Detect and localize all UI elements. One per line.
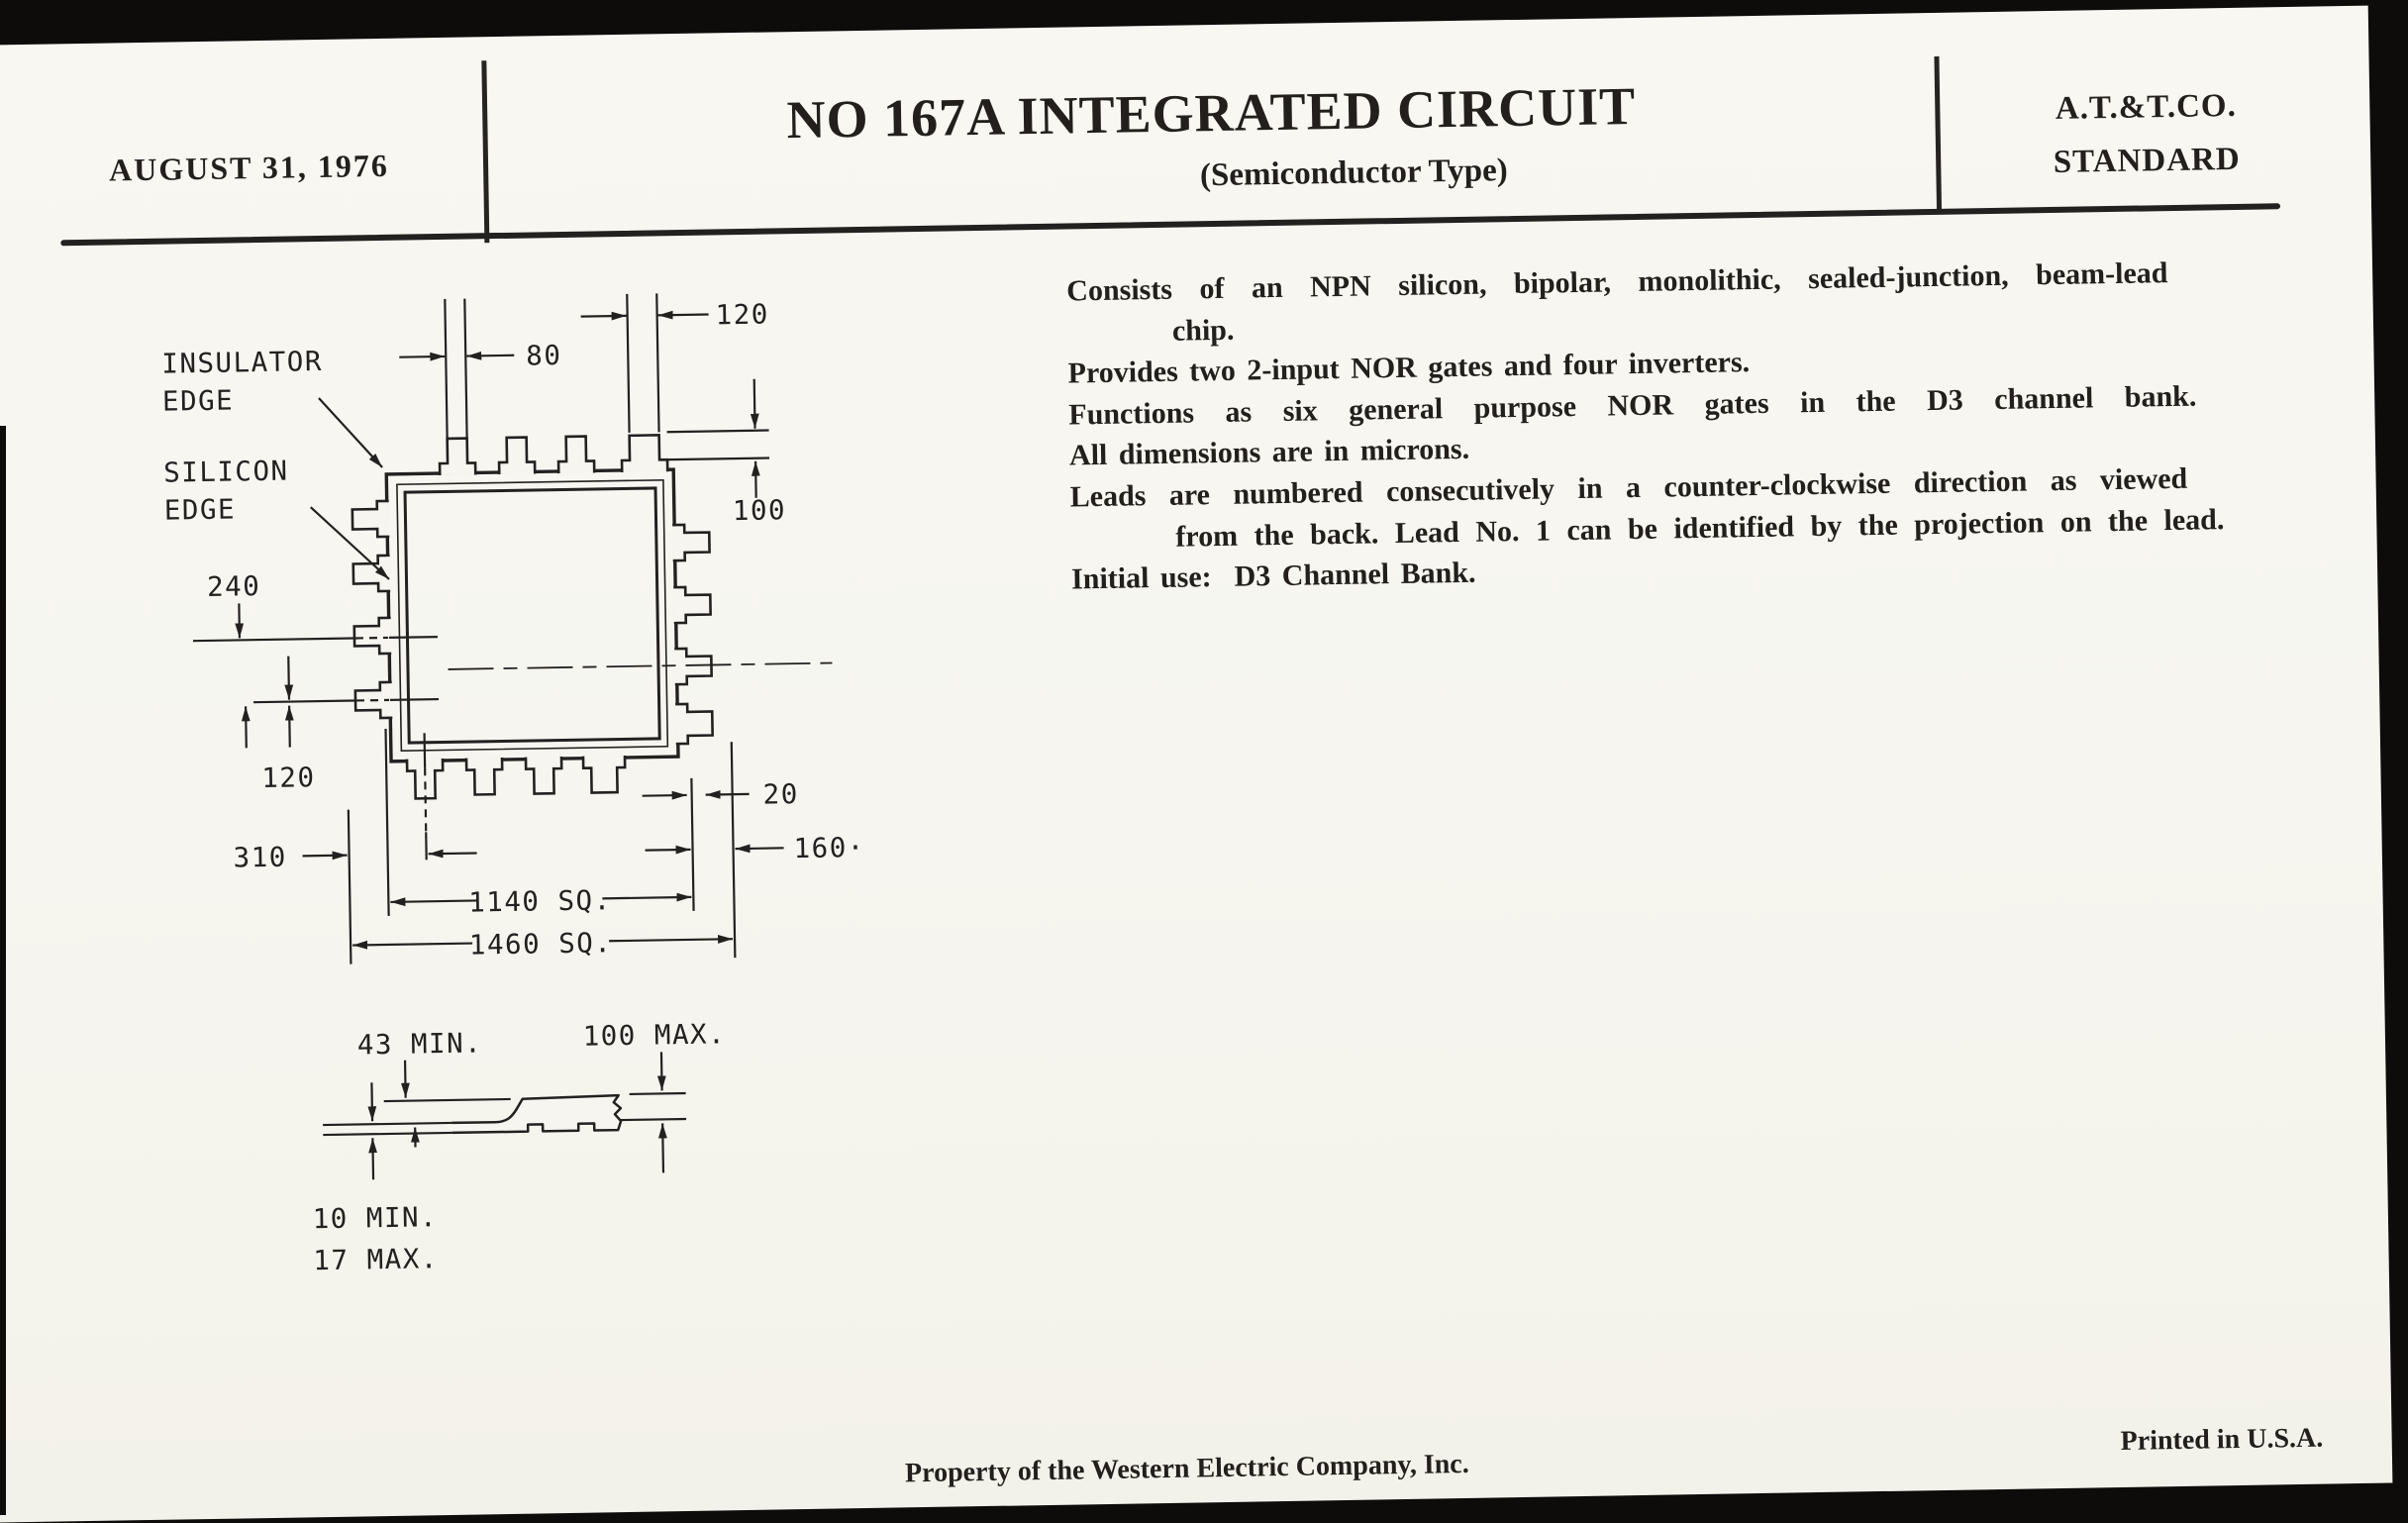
header-divider-left: [481, 60, 489, 243]
chip-lead: [526, 757, 562, 794]
page-subtitle: (Semiconductor Type): [1056, 151, 1652, 197]
description-block: [1066, 252, 2225, 600]
insulator-inner-line: [397, 480, 667, 751]
chip-lead: [622, 435, 668, 472]
chip-side-view: [309, 1018, 730, 1276]
description-line: Functions as six general purpose NOR gates in the D3 channel bank.: [1068, 375, 2223, 436]
dim-100-label: 100: [733, 494, 787, 527]
insulator-edge-label: EDGE: [162, 384, 235, 417]
organization-stamp: [2001, 78, 2292, 190]
chip-lead: [440, 438, 476, 475]
dim-310-label: 310: [233, 842, 287, 874]
dim-160-label: 160·: [793, 832, 865, 864]
scanned-page: [0, 6, 2392, 1523]
org-line1: A.T.&T.CO.: [2056, 88, 2238, 127]
chip-centerline: [449, 662, 833, 668]
dim-20-label: 20: [762, 778, 799, 811]
chip-lead: [558, 436, 595, 473]
insulator-edge-outline: [386, 469, 678, 762]
org-line2: STANDARD: [2053, 142, 2240, 180]
dim-1140-label: 1140 SQ.: [468, 884, 612, 918]
dim-43min-label: 43 MIN.: [357, 1027, 483, 1061]
description-line: Provides two 2-input NOR gates and four inverters.: [1067, 334, 2222, 394]
description-line: All dimensions are in microns.: [1069, 417, 2224, 477]
dim-120-top-label: 120: [715, 298, 769, 331]
chip-lead: [675, 704, 713, 745]
dim-80-label: 80: [526, 340, 562, 372]
beam-lead-profile: [452, 1095, 622, 1133]
page-title: NO 167A INTEGRATED CIRCUIT: [696, 73, 1727, 152]
chip-lead: [466, 758, 503, 795]
dim-10min-label: 10 MIN.: [312, 1201, 438, 1235]
chip-lead: [672, 525, 710, 561]
description-line: Consists of an NPN silicon, bipolar, monolithic, sealed-junction, beam-lead: [1066, 252, 2221, 312]
description-line: from the back. Lead No. 1 can be identified by the projection on the lead.: [1070, 499, 2225, 559]
chip-top-view: [160, 290, 866, 967]
issue-date: AUGUST 31, 1976: [109, 148, 389, 189]
dim-17max-label: 17 MAX.: [313, 1243, 439, 1276]
chip-lead: [673, 587, 711, 624]
description-line: Initial use: D3 Channel Bank.: [1071, 540, 2226, 600]
dim-120-left-label: 120: [261, 762, 316, 794]
chip-lead: [674, 649, 712, 685]
description-line: Leads are numbered consecutively in a counter-clockwise direction as viewed: [1069, 457, 2224, 518]
header-divider-right: [1934, 56, 1942, 211]
silicon-edge-outline: [405, 488, 659, 743]
property-notice: Property of the Western Electric Company, Inc.: [905, 1449, 1469, 1489]
scan-edge-artifact: [0, 426, 6, 1515]
chip-lead: [499, 437, 536, 474]
description-line: chip.: [1067, 293, 2222, 354]
printed-in-usa: Printed in U.S.A.: [2120, 1423, 2323, 1458]
chip-dimension-diagram: [133, 250, 933, 1332]
insulator-edge-label: INSULATOR: [161, 346, 323, 380]
silicon-edge-label: SILICON: [163, 456, 289, 489]
silicon-edge-label: EDGE: [164, 493, 237, 526]
dim-100max-label: 100 MAX.: [582, 1018, 726, 1052]
dim-1460-label: 1460 SQ.: [469, 927, 613, 961]
header-rule: [60, 203, 2280, 246]
chip-lead: [352, 501, 390, 538]
chip-lead: [354, 618, 392, 655]
chip-lead: [353, 556, 391, 592]
dim-240-label: 240: [207, 570, 261, 603]
chip-lead: [583, 756, 626, 793]
